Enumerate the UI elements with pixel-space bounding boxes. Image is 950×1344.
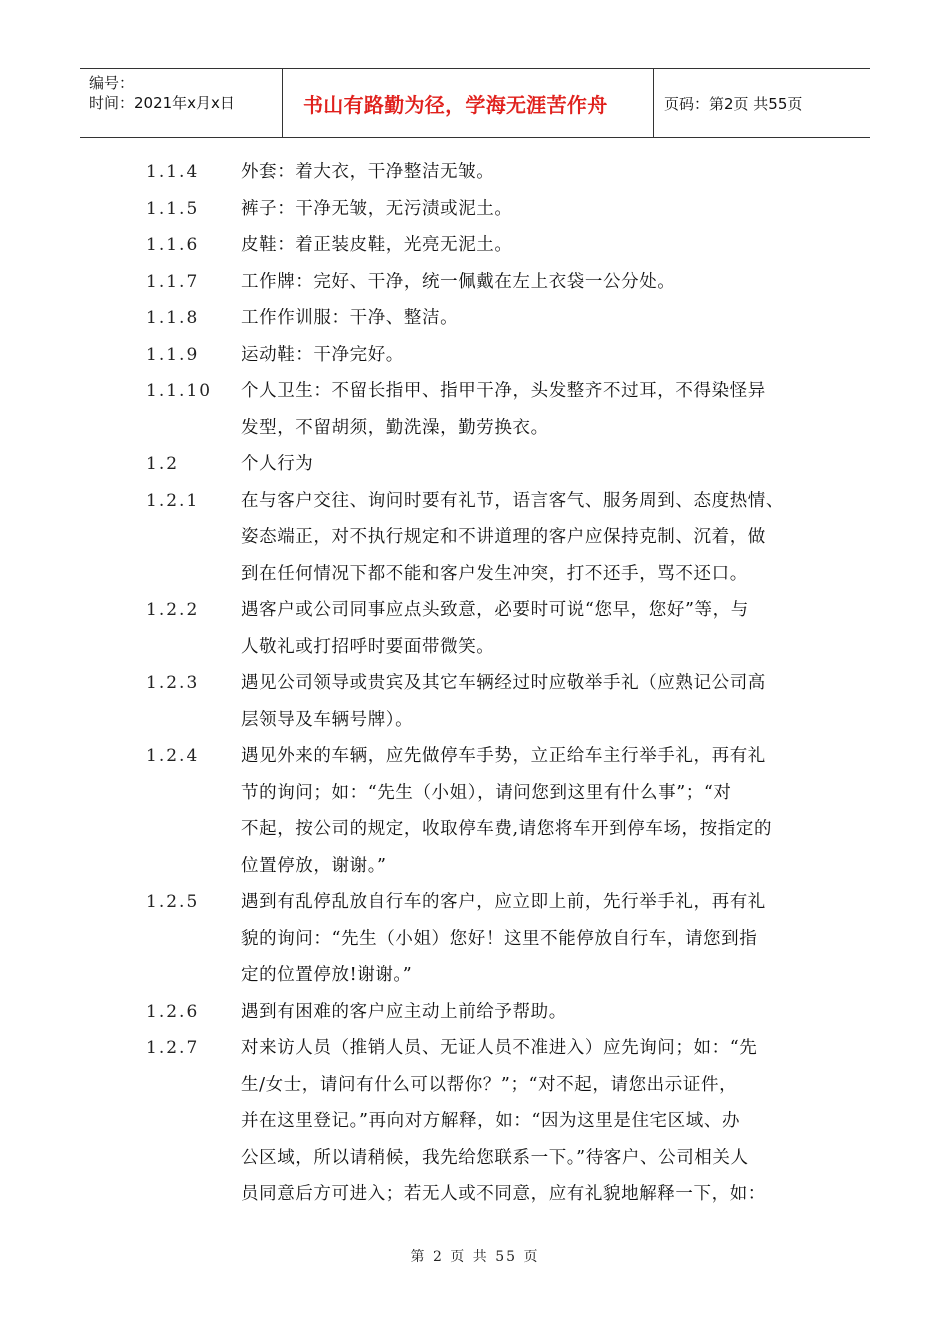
clause-text [241,483,816,593]
clause-number: 1.2.4 [146,746,200,766]
clause-text-line: 皮鞋：着正装皮鞋，光亮无泥土。 [241,235,513,255]
clause-text [241,994,816,1031]
clause-text-line: 生/女士，请问有什么可以帮你？”；“对不起，请您出示证件， [241,1074,738,1095]
footer-page-number: 第 2 页 共 55 页 [410,1249,540,1265]
clause-text [241,227,816,264]
clause-number: 1.1.6 [146,235,200,255]
document-number-label: 编号： [89,74,135,92]
clause-text-line: 遇客户或公司同事应点头致意，必要时可说“您早，您好”等，与 [241,600,749,620]
clause-text [241,264,816,301]
clause-number: 1.2.7 [146,1038,200,1058]
clause-text-line: 员同意后方可进入；若无人或不同意，应有礼貌地解释一下，如： [241,1184,766,1204]
clause-text-line: 定的位置停放!谢谢。” [241,965,413,985]
clause-number: 1.1.4 [146,162,200,182]
clause-number: 1.1.9 [146,344,200,365]
clause-text [241,300,816,337]
clause-text-line: 在与客户交往、询问时要有礼节，语言客气、服务周到、态度热情、 [241,490,784,511]
clause-text-line: 位置停放，谢谢。” [241,855,387,876]
header-page-info: 页码：第2页 共55页 [664,94,803,113]
document-date: 时间：2021年x月x日 [89,94,235,112]
clause-number: 1.2.2 [146,600,200,620]
clause-text-line: 对来访人员（推销人员、无证人员不准进入）应先询问；如：“先 [241,1038,758,1058]
header-motto: 书山有路勤为径，学海无涯苦作舟 [303,92,608,117]
clause-text-line: 遇见公司领导或贵宾及其它车辆经过时应敬举手礼（应熟记公司高 [241,673,766,693]
clause-text [241,337,816,374]
clause-text-line: 工作作训服：干净、整洁。 [241,308,459,328]
clause-text-line: 遇到有乱停乱放自行车的客户，应立即上前，先行举手礼，再有礼 [241,892,766,912]
clause-text-line: 个人卫生：不留长指甲、指甲干净，头发整齐不过耳，不得染怪异 [241,381,766,401]
clause-text [241,884,816,994]
clause-text-line: 公区域，所以请稍候，我先给您联系一下。”待客户、公司相关人 [241,1147,749,1168]
clause-text-line: 貌的询问：“先生（小姐）您好！这里不能停放自行车，请您到指 [241,928,758,949]
clause-text [241,738,816,884]
clause-text-line: 工作牌：完好、干净，统一佩戴在左上衣袋一公分处。 [241,271,676,292]
clause-text-line: 姿态端正，对不执行规定和不讲道理的客户应保持克制、沉着，做 [241,527,766,547]
clause-number: 1.2.1 [146,490,200,511]
page-footer [0,1246,950,1266]
clause-number: 1.1.10 [146,381,213,401]
clause-text-line: 人敬礼或打招呼时要面带微笑。 [241,636,495,657]
clause-text [241,191,816,228]
clause-text-line: 节的询问；如：“先生（小姐），请问您到这里有什么事”；“对 [241,782,732,803]
clause-number: 1.1.8 [146,308,200,328]
clause-text-line: 裤子：干净无皱，无污渍或泥土。 [241,198,513,219]
clause-text [241,665,816,738]
clause-text-line: 不起，按公司的规定，收取停车费,请您将车开到停车场，按指定的 [241,819,773,839]
page-header [80,68,870,138]
clause-text-line: 个人行为 [241,454,314,474]
clause-text-line: 发型，不留胡须，勤洗澡，勤劳换衣。 [241,417,549,438]
clause-text-line: 并在这里登记。”再向对方解释，如：“因为这里是住宅区域、办 [241,1111,741,1131]
clause-text [241,446,816,483]
clause-number: 1.2.6 [146,1001,200,1022]
clause-number: 1.2.5 [146,892,200,912]
clause-text-line: 层领导及车辆号牌）。 [241,709,414,730]
clause-number: 1.1.5 [146,198,200,219]
clause-number: 1.2.3 [146,673,200,693]
clause-text-line: 外套：着大衣，干净整洁无皱。 [241,162,495,182]
clause-text-line: 遇到有困难的客户应主动上前给予帮助。 [241,1001,567,1022]
clause-text [241,154,816,191]
header-motto-cell [283,69,654,137]
clause-text-line: 到在任何情况下都不能和客户发生冲突，打不还手，骂不还口。 [241,563,748,584]
header-page-info-cell [654,69,870,137]
clause-text [241,373,816,446]
clause-text-line: 运动鞋：干净完好。 [241,344,404,365]
header-meta [80,69,283,137]
clause-text [241,592,816,665]
clause-number: 1.2 [146,454,180,474]
clause-number: 1.1.7 [146,271,200,292]
clause-text-line: 遇见外来的车辆，应先做停车手势，立正给车主行举手礼，再有礼 [241,746,766,766]
clause-text [241,1030,816,1213]
